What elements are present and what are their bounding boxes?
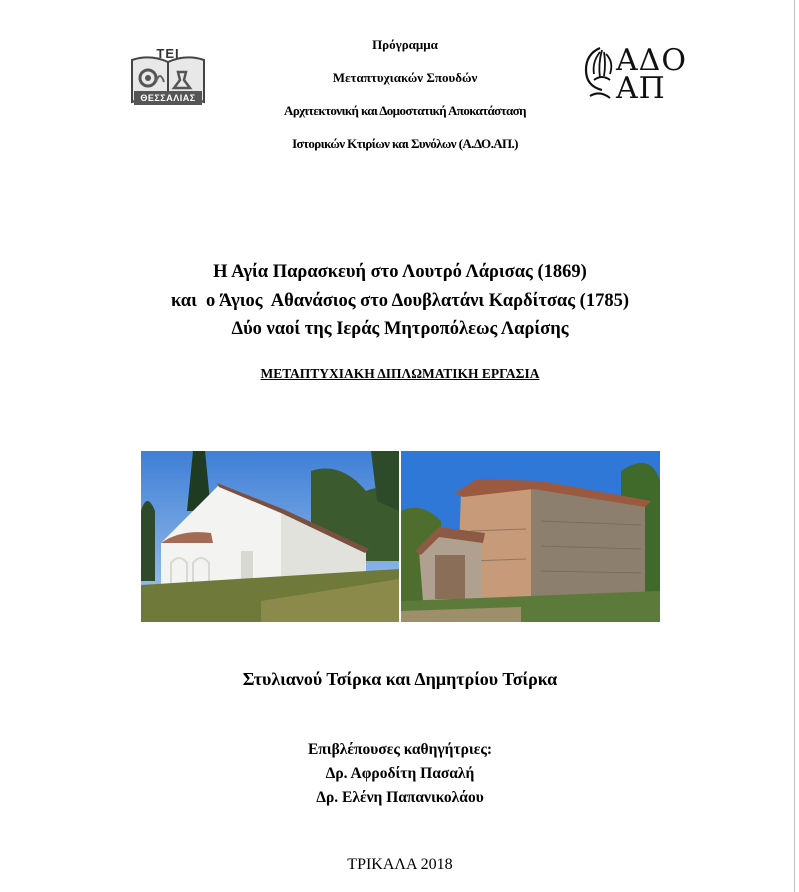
acanthus-ornament-icon (580, 40, 620, 106)
supervisors-heading: Επιβλέπουσες καθηγήτριες: (307, 741, 493, 758)
church-photo-agios-athanasios (401, 451, 660, 622)
program-line-2: Μεταπτυχιακών Σπουδών (332, 70, 478, 85)
adoap-logo (580, 40, 700, 110)
thesis-type-label: ΜΕΤΑΠΤΥΧΙΑΚΗ ΔΙΠΛΩΜΑΤΙΚΗ ΕΡΓΑΣΙΑ (260, 366, 540, 381)
place-and-year: ΤΡΙΚΑΛΑ 2018 (347, 856, 453, 873)
page-edge (794, 0, 795, 892)
title-line-2: και ο Άγιος Αθανάσιος στο Δουβλατάνι Καρδίτσας (1785) (171, 290, 629, 311)
tei-logo-caption: ΘΕΣΣΑΛΙΑΣ (134, 91, 202, 105)
tei-thessaly-logo (128, 42, 208, 108)
title-line-3: Δύο ναοί της Ιεράς Μητροπόλεως Λαρίσης (231, 319, 569, 339)
program-line-4: Ιστορικών Κτιρίων και Συνόλων (Α.ΔΟ.ΑΠ.) (292, 136, 518, 151)
adoap-logo-line-1: ΑΔΟ (616, 43, 687, 78)
supervisor-name-1: Δρ. Αφροδίτη Πασαλή (325, 765, 475, 782)
title-line-1: Η Αγία Παρασκευή στο Λουτρό Λάρισας (1869) (213, 262, 587, 282)
church-photo-agia-paraskevi (141, 451, 399, 622)
program-line-3: Αρχιτεκτονική και Δομοστατική Αποκατάσταση (284, 103, 526, 118)
authors: Στυλιανού Τσίρκα και Δημητρίου Τσίρκα (242, 669, 558, 689)
supervisor-name-2: Δρ. Ελένη Παπανικολάου (316, 789, 484, 806)
program-header (255, 34, 555, 166)
tei-logo-text: ΤΕΙ (156, 46, 180, 61)
supervisors-block (200, 738, 600, 810)
adoap-logo-line-2: ΑΠ (616, 71, 666, 106)
thesis-title (90, 258, 710, 344)
program-line-1: Πρόγραμμα (372, 37, 438, 52)
